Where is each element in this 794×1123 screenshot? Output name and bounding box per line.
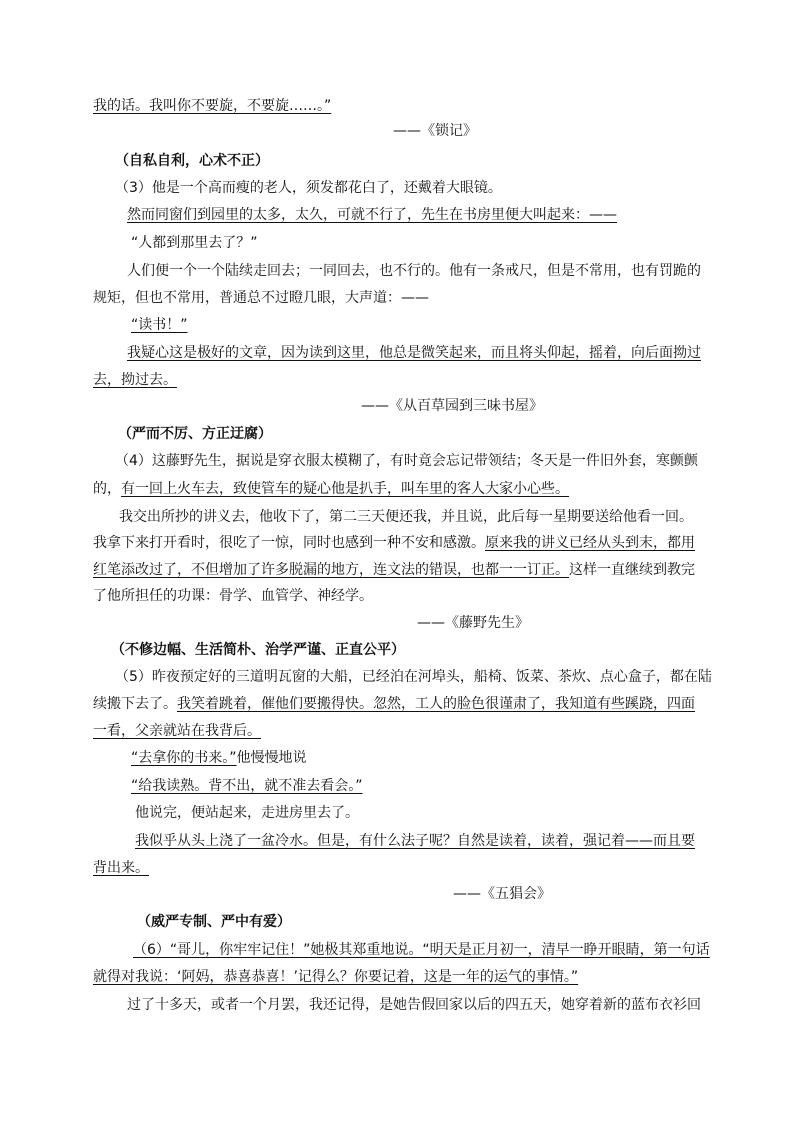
text-line: 背出来。 bbox=[93, 860, 149, 876]
text-line: （6）“哥儿，你牢牢记住！”她极其郑重地说。“明天是正月初一，清早一睁开眼睛，第一句话 bbox=[133, 942, 710, 958]
text-line: 规矩，但也不常用，普通总不过瞪几眼，大声道：—— bbox=[93, 290, 429, 306]
source-citation: ——《五猖会》 bbox=[453, 886, 551, 902]
text-line: 他说完，便站起来，走进房里去了。 bbox=[135, 805, 359, 821]
text-line: 我拿下来打开看时，很吃了一惊，同时也感到一种不安和感激。原来我的讲义已经从头到末，都用 bbox=[93, 535, 695, 551]
text-line: “去拿你的书来。”他慢慢地说 bbox=[131, 750, 307, 766]
section-heading: （自私自利，心术不正） bbox=[115, 153, 269, 169]
text-line: “读书！” bbox=[131, 317, 188, 333]
section-heading: （威严专制、严中有爱） bbox=[137, 914, 291, 930]
section-heading: （严而不厉、方正迂腐） bbox=[118, 426, 272, 442]
text-line: （3）他是一个高而瘦的老人，须发都花白了，还戴着大眼镜。 bbox=[115, 180, 502, 196]
text-line: （4）这藤野先生，据说是穿衣服太模糊了，有时竟会忘记带领结；冬天是一件旧外套，寒颤颤 bbox=[115, 453, 698, 469]
text-line: “给我读熟。背不出，就不准去看会。” bbox=[131, 778, 363, 794]
text-line: 我的话。我叫你不要旋，不要旋……。” bbox=[93, 98, 332, 114]
text-line: （5）昨夜预定好的三道明瓦窗的大船，已经泊在河埠头，船椅、饭菜、茶炊、点心盒子，都在陆 bbox=[115, 669, 712, 685]
text-line: 了他所担任的功课：骨学、血管学、神经学。 bbox=[93, 588, 373, 604]
text-line: 我疑心这是极好的文章，因为读到这里，他总是微笑起来，而且将头仰起，摇着，向后面拗过 bbox=[127, 345, 701, 361]
text-line: 的，有一回上火车去，致使管车的疑心他是扒手，叫车里的客人大家小心些。 bbox=[93, 481, 569, 497]
text-line: 续搬下去了。我笑着跳着，催他们要搬得快。忽然，工人的脸色很谨肃了，我知道有些蹊跷，四面 bbox=[93, 696, 695, 712]
text-line: 然而同窗们到园里的太多，太久，可就不行了，先生在书房里便大叫起来：—— bbox=[127, 207, 617, 223]
section-heading: （不修边幅、生活简朴、治学严谨、正直公平） bbox=[111, 642, 405, 658]
text-line: 一看，父亲就站在我背后。 bbox=[93, 723, 261, 739]
text-line: 我交出所抄的讲义去，他收下了，第二三天便还我，并且说，此后每一星期要送给他看一回。 bbox=[119, 509, 693, 525]
text-line: “人都到那里去了？” bbox=[131, 235, 258, 251]
source-citation: ——《从百草园到三味书屋》 bbox=[361, 398, 543, 414]
text-line: 我似乎从头上浇了一盆冷水。但是，有什么法子呢？自然是读着，读着，强记着——而且要 bbox=[135, 833, 695, 849]
text-line: 就得对我说：‘阿妈，恭喜恭喜！’记得么？你要记着，这是一年的运气的事情。” bbox=[93, 969, 579, 985]
source-citation: ——《锁记》 bbox=[393, 123, 477, 139]
text-line: 人们便一个一个陆续走回去；一同回去，也不行的。他有一条戒尺，但是不常用，也有罚跪的 bbox=[127, 263, 701, 279]
text-line: 去，拗过去。 bbox=[93, 372, 177, 388]
source-citation: ——《藤野先生》 bbox=[417, 615, 529, 631]
text-line: 红笔添改过了，不但增加了许多脱漏的地方，连文法的错误，也都一一订正。这样一直继续到教完 bbox=[93, 562, 695, 578]
text-line: 过了十多天，或者一个月罢，我还记得，是她告假回家以后的四五天，她穿着新的蓝布衣衫回 bbox=[127, 997, 701, 1013]
